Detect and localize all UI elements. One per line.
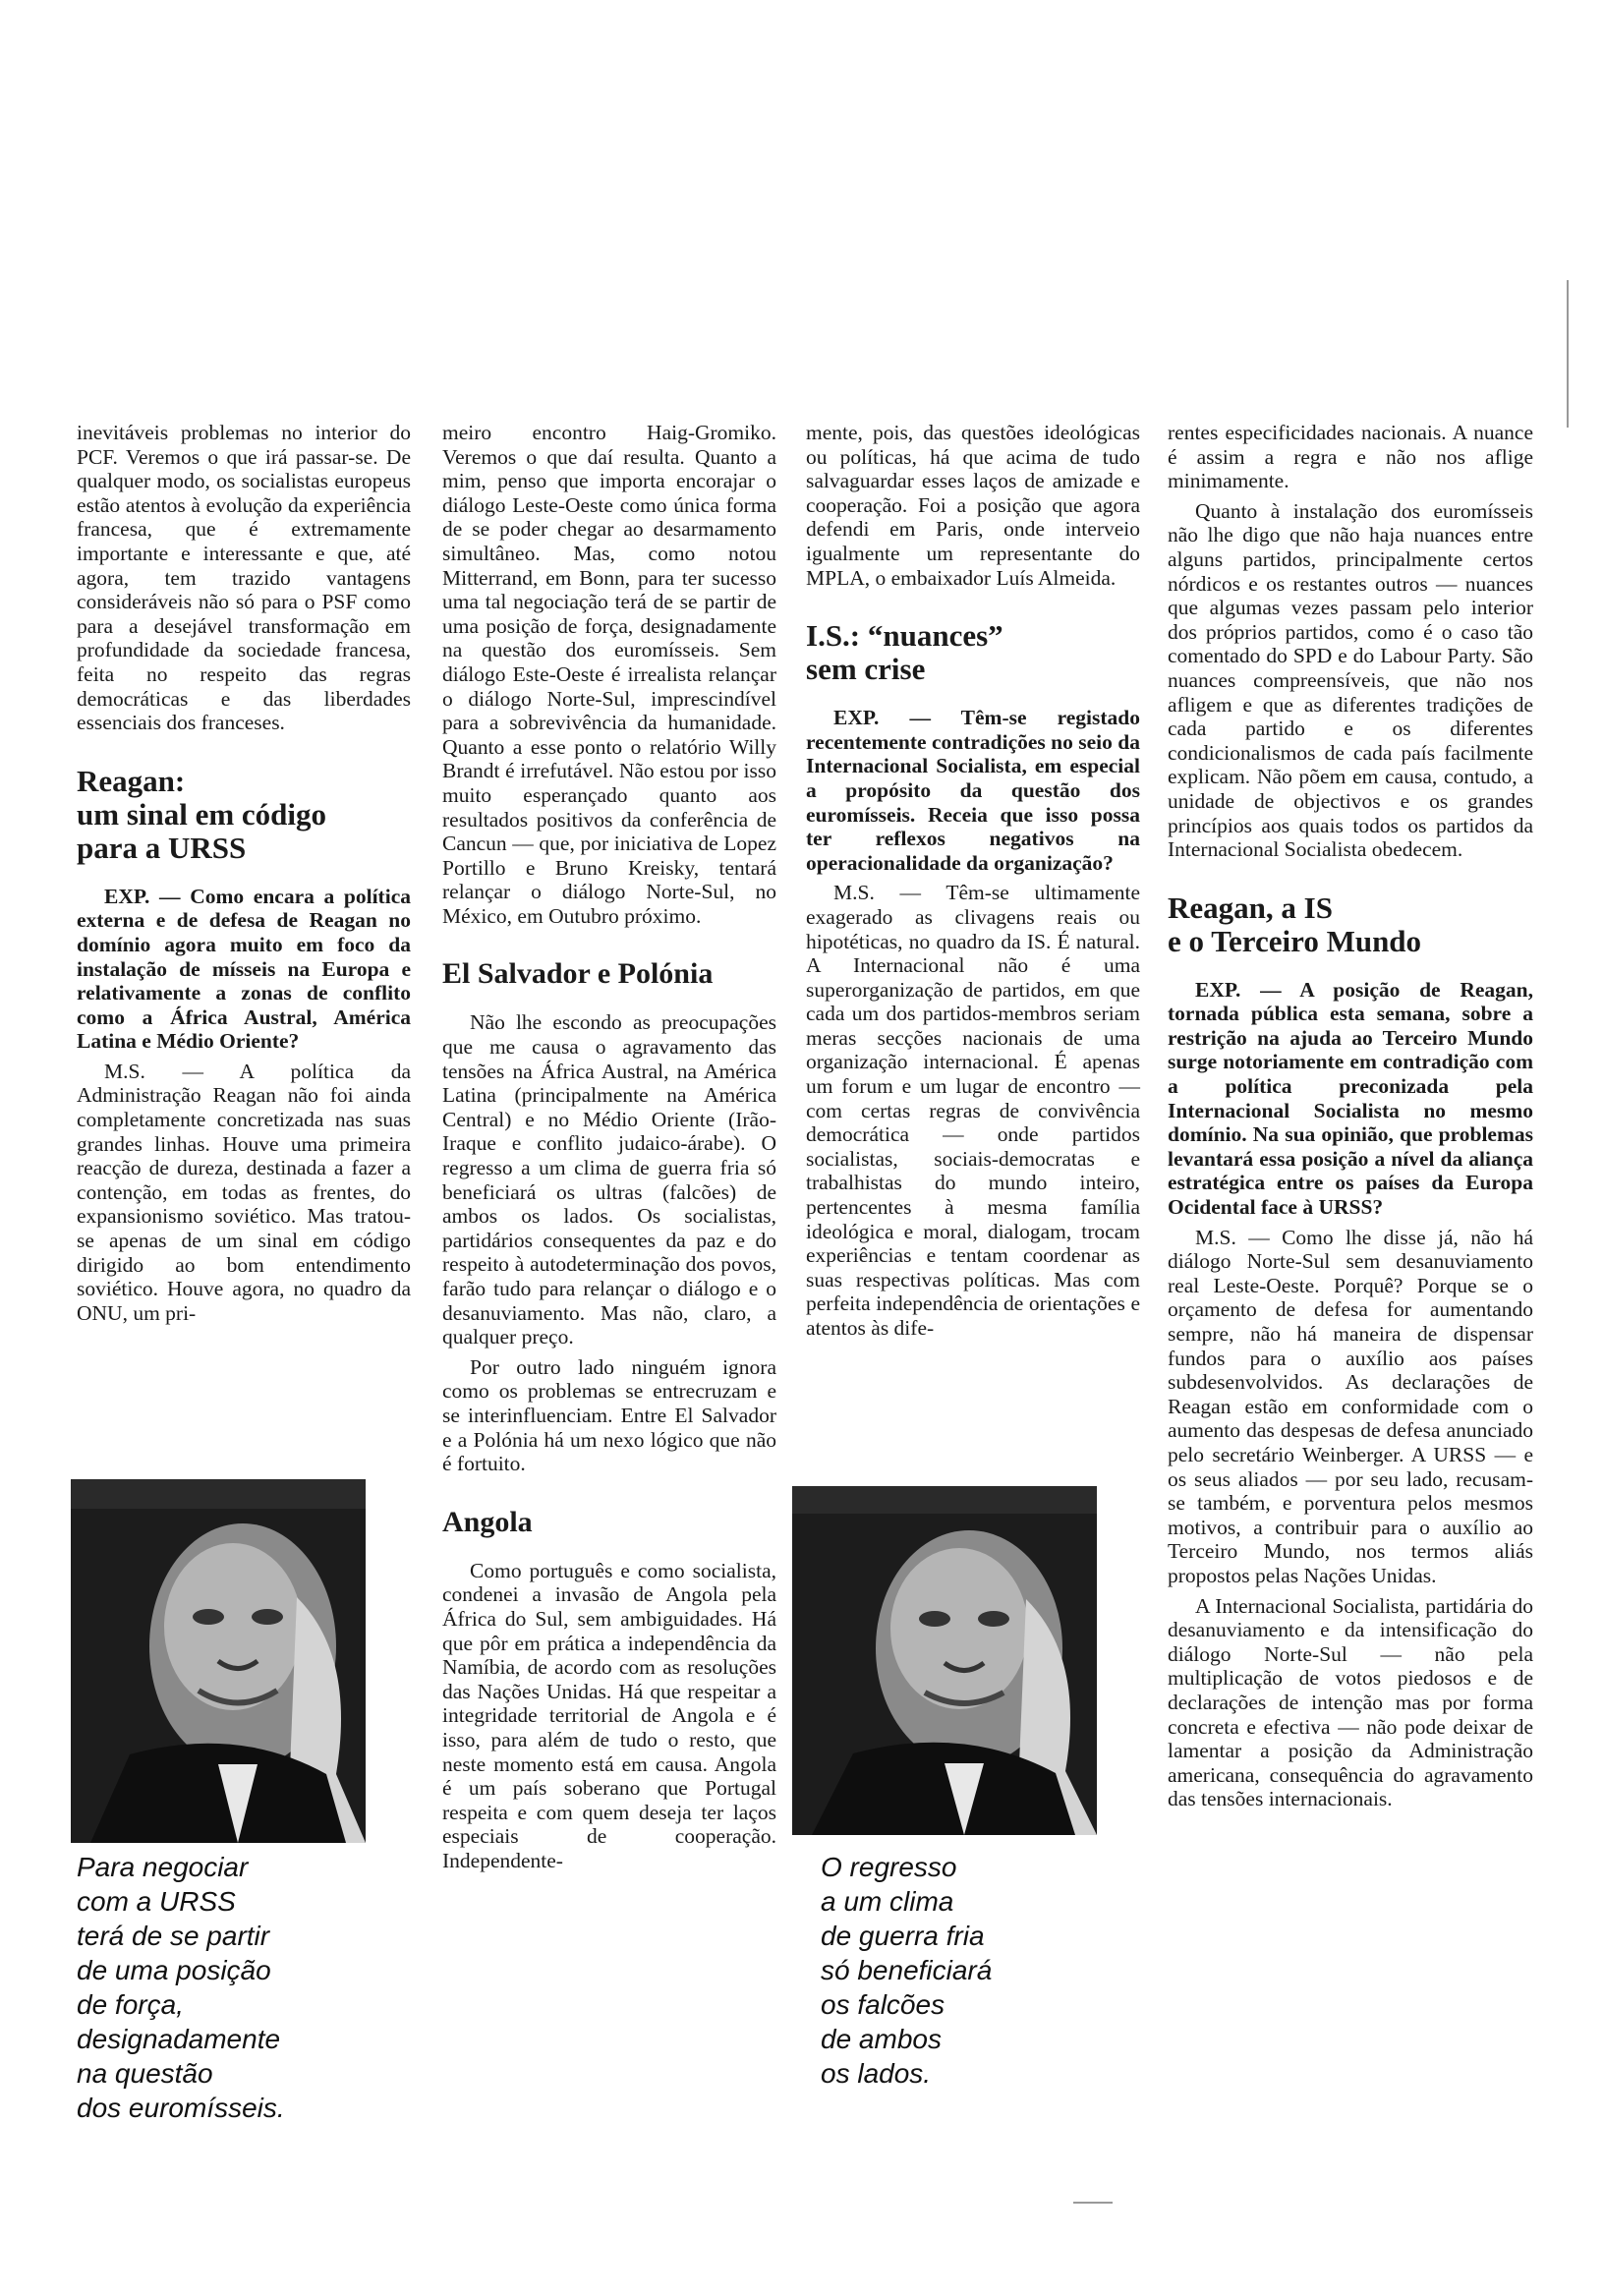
pull-quote-line: Para negociar xyxy=(77,1852,249,1882)
paragraph: M.S. — Como lhe disse já, não há diálogo Norte-Sul sem desanuviamento real Leste-Oeste. Porquê? Porque se o orçamento de defesa for aumentando sempre, não há maneira de dispensar fundos para o auxílio aos países subdesenvolvidos. As declarações de Reagan estão em conformidade com o aumento das despesas de defesa anunciado pelo secretário Weinberger. A URSS — e os seus aliados — por seu lado, recusam-se também, e porventura pelos mesmos motivos, a contribuir para o auxílio ao Terceiro Mundo, nos termos aliás propostos pelas Nações Unidas. xyxy=(1168,1225,1533,1587)
paragraph: meiro encontro Haig-Gromiko. Veremos o que daí resulta. Quanto a mim, penso que importa encorajar o diálogo Leste-Oeste como única forma de se poder chegar ao desarmamento simultâneo. Mas, como notou Mitterrand, em Bonn, para ter sucesso uma tal negociação terá de se partir de uma posição de força, designadamente na questão dos euromísseis. Sem diálogo Este-Oeste é irrealista relançar o diálogo Norte-Sul, imprescindível para a sobrevivência da humanidade. Quanto a esse ponto o relatório Willy Brandt é irrefutável. Não estou por isso muito esperançado quanto aos resultados positivos da conferência de Cancun — que, por iniciativa de Lopez Portillo e Bruno Kreisky, tentará relançar o diálogo Norte-Sul, no México, em Outubro próximo. xyxy=(442,421,776,928)
pull-quote-line: só beneficiará xyxy=(821,1955,993,1985)
portrait-photo xyxy=(792,1486,1097,1835)
column-4 xyxy=(1168,421,1533,1817)
portrait-photo-graphic xyxy=(71,1479,366,1843)
heading-line: para a URSS xyxy=(77,830,247,865)
pull-quote-line: de ambos xyxy=(821,2024,942,2054)
pull-quote-line: de força, xyxy=(77,1989,184,2020)
paragraph: Como português e como socialista, condenei a invasão de Angola pela África do Sul, sem ambiguidades. Há que pôr em prática a independência da Namíbia, de acordo com as resoluções das Nações Unidas. Há que respeitar a integridade territorial de Angola e é isso, para além de tudo o resto, que neste momento está em causa. Angola é um país soberano que Portugal respeita e com quem deseja ter laços especiais de cooperação. Independente- xyxy=(442,1558,776,1872)
paragraph: Por outro lado ninguém ignora como os problemas se entrecruzam e se interinfluenciam. Entre El Salvador e a Polónia há um nexo lógico que não é fortuito. xyxy=(442,1354,776,1476)
pull-quote-line: dos euromísseis. xyxy=(77,2093,285,2123)
portrait-photo xyxy=(71,1479,366,1843)
heading-line: I.S.: “nuances” xyxy=(806,618,1003,654)
portrait-photo-graphic xyxy=(792,1486,1097,1835)
pull-quote-line: os lados. xyxy=(821,2058,932,2089)
section-heading-reagan xyxy=(77,765,411,865)
heading-line: Reagan, a IS xyxy=(1168,890,1333,925)
section-heading-reagan-is xyxy=(1168,891,1533,958)
pull-quote-line: os falcões xyxy=(821,1989,945,2020)
pull-quote-line: na questão xyxy=(77,2058,213,2089)
heading-line: um sinal em código xyxy=(77,796,327,832)
pull-quote-line: a um clima xyxy=(821,1886,954,1917)
pull-quote-line: terá de se partir xyxy=(77,1921,270,1951)
pull-quote-line: O regresso xyxy=(821,1852,957,1882)
column-1 xyxy=(77,421,411,1331)
heading-line: e o Terceiro Mundo xyxy=(1168,923,1422,958)
heading-line: sem crise xyxy=(806,652,926,687)
interview-question: EXP. — Têm-se registado recentemente contradições no seio da Internacional Socialista, em especial a propósito da questão dos euromísseis. Receia que isso possa ter reflexos negativos na operacionalidade da organização? xyxy=(806,706,1140,875)
paragraph: Quanto à instalação dos euromísseis não lhe digo que não haja nuances entre alguns partidos, principalmente certos nórdicos e os restantes outros — nuances que algumas vezes passam pelo interior dos próprios partidos, como é o caso tão comentado do SPD e do Labour Party. São nuances compreensíveis, que não nos afligem e que as diferentes tradições de cada partido e os diferentes condicionalismos de cada país facilmente explicam. Não põem em causa, contudo, a unidade de objectivos e os grandes princípios aos quais todos os partidos da Internacional Socialista obedecem. xyxy=(1168,498,1533,862)
pull-quote-2 xyxy=(821,1850,992,2091)
paragraph: A Internacional Socialista, partidária do desanuviamento e da intensificação do diálogo Norte-Sul — não pela multiplicação de votos piedosos e de declarações de intenção mas por forma concreta e efectiva — não pode deixar de lamentar a posição da Administração americana, consequência do agravamento das tensões internacionais. xyxy=(1168,1593,1533,1811)
column-3 xyxy=(806,421,1140,1347)
pull-quote-line: designadamente xyxy=(77,2024,281,2054)
pull-quote-line: de uma posição xyxy=(77,1955,271,1985)
pull-quote-line: com a URSS xyxy=(77,1886,236,1917)
paragraph: M.S. — Têm-se ultimamente exagerado as clivagens reais ou hipotéticas, no quadro da IS. É natural. A Internacional não é uma superorganização de partidos, em que cada um dos partidos-membros seriam meras secções nacionais de uma organização internacional. É apenas um forum e um lugar de encontro — com certas regras de convivência democrática — onde partidos socialistas, sociais-democratas e trabalhistas do mundo inteiro, pertencentes à mesma família ideológica e moral, dialogam, trocam experiências e tentam coordenar as suas respectivas políticas. Mas com perfeita independência de orientações e atentos às dife- xyxy=(806,881,1140,1340)
paragraph: rentes especificidades nacionais. A nuance é assim a regra e não nos aflige minimamente. xyxy=(1168,421,1533,493)
scan-edge-mark xyxy=(1073,2202,1113,2204)
interview-question: EXP. — Como encara a política externa e de defesa de Reagan no domínio agora muito em foco da instalação de mísseis na Europa e relativamente a zonas de conflito como a África Austral, América Latina e Médio Oriente? xyxy=(77,884,411,1054)
paragraph: inevitáveis problemas no interior do PCF. Veremos o que irá passar-se. De qualquer modo, os socialistas europeus estão atentos à evolução da experiência francesa, que é extremamente importante e interessante e que, até agora, tem trazido vantagens consideráveis não só para o PSF como para a desejável transformação em profundidade da sociedade francesa, feita no respeito das regras democráticas e das liberdades essenciais dos franceses. xyxy=(77,421,411,735)
heading-line: Reagan: xyxy=(77,763,186,798)
paragraph: mente, pois, das questões ideológicas ou políticas, há que acima de tudo salvaguardar esses laços de amizade e cooperação. Foi a posição que agora defendi em Paris, onde interveio igualmente um representante do MPLA, o embaixador Luís Almeida. xyxy=(806,421,1140,590)
pull-quote-1 xyxy=(77,1850,285,2125)
paragraph: M.S. — A política da Administração Reagan não foi ainda completamente concretizada nas suas grandes linhas. Houve uma primeira reacção de dureza, destinada a fazer a contenção, em todas as frentes, do expansionismo soviético. Mas tratou-se apenas de um sinal em código dirigido ao bom entendimento soviético. Houve agora, no quadro da ONU, um pri- xyxy=(77,1059,411,1325)
section-heading-el-salvador: El Salvador e Polónia xyxy=(442,957,714,991)
column-2 xyxy=(442,421,776,1878)
pull-quote-line: de guerra fria xyxy=(821,1921,985,1951)
paragraph: Não lhe escondo as preocupações que me causa o agravamento das tensões na África Austral, na América Latina (principalmente na América Central) e no Médio Oriente (Irão-Iraque e conflito judaico-árabe). O regresso a um clima de guerra fria só beneficiará os ultras (falcões) de ambos os lados. Os socialistas, partidários consequentes da paz e do respeito à autodeterminação dos povos, farão tudo para relançar o diálogo e o desanuviamento. Mas não, claro, a qualquer preço. xyxy=(442,1010,776,1349)
interview-question: EXP. — A posição de Reagan, tornada pública esta semana, sobre a restrição na ajuda ao Terceiro Mundo surge notoriamente em contradição com a política preconizada pela Internacional Socialista no mesmo domínio. Na sua opinião, que problemas levantará essa posição a nível da aliança estratégica entre os países da Europa Ocidental face à URSS? xyxy=(1168,977,1533,1220)
section-heading-is-nuances xyxy=(806,619,1140,686)
scan-edge-mark xyxy=(1567,280,1569,428)
section-heading-angola: Angola xyxy=(442,1505,533,1538)
